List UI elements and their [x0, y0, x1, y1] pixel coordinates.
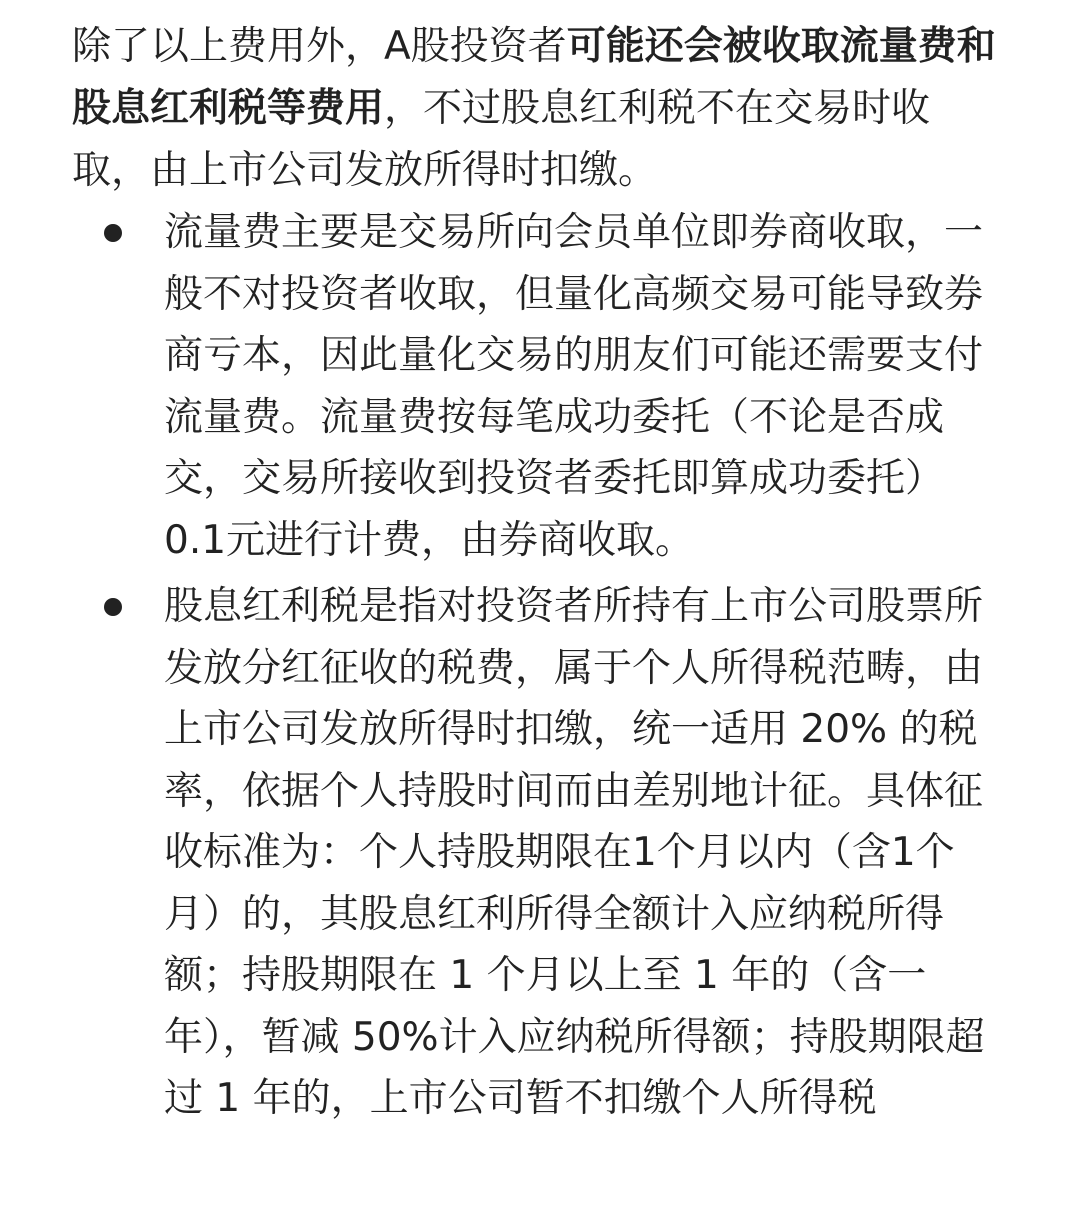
intro-suffix: ，不过股息红利税不在交易时收取，由上市公司发放所得时扣缴。 [72, 86, 931, 193]
intro-paragraph [72, 16, 1002, 202]
bullet-item-flow-fee [72, 202, 1002, 571]
bullet-text: 股息红利税是指对投资者所持有上市公司股票所发放分红征收的税费，属于个人所得税范畴，由上市公司发放所得时扣缴，统一适用 20% 的税率，依据个人持股时间而由差别地计征。具体征收标准为：个人持股期限在1个月以内（含1个月）的，其股息红利所得全额计入应纳税所得额；持股期限在 1 个月以上至 1 年的（含一年），暂减 50%计入应纳税所得额；持股期限超过 1 年的，上市公司暂不扣缴个人所得税 [164, 584, 985, 1121]
bullet-dot-icon [104, 598, 122, 616]
intro-highlight: 可能还会被收取流量费和股息红利税等费用 [72, 24, 996, 131]
intro-prefix: 除了以上费用外，A股投资者 [72, 24, 567, 69]
article-body [72, 16, 1002, 1130]
bullet-dot-icon [104, 224, 122, 242]
fee-bullet-list [72, 202, 1002, 1130]
bullet-item-dividend-tax [72, 576, 1002, 1130]
bullet-text: 流量费主要是交易所向会员单位即券商收取，一般不对投资者收取，但量化高频交易可能导致券商亏本，因此量化交易的朋友们可能还需要支付流量费。流量费按每笔成功委托（不论是否成交，交易所接收到投资者委托即算成功委托）0.1元进行计费，由券商收取。 [164, 210, 984, 563]
